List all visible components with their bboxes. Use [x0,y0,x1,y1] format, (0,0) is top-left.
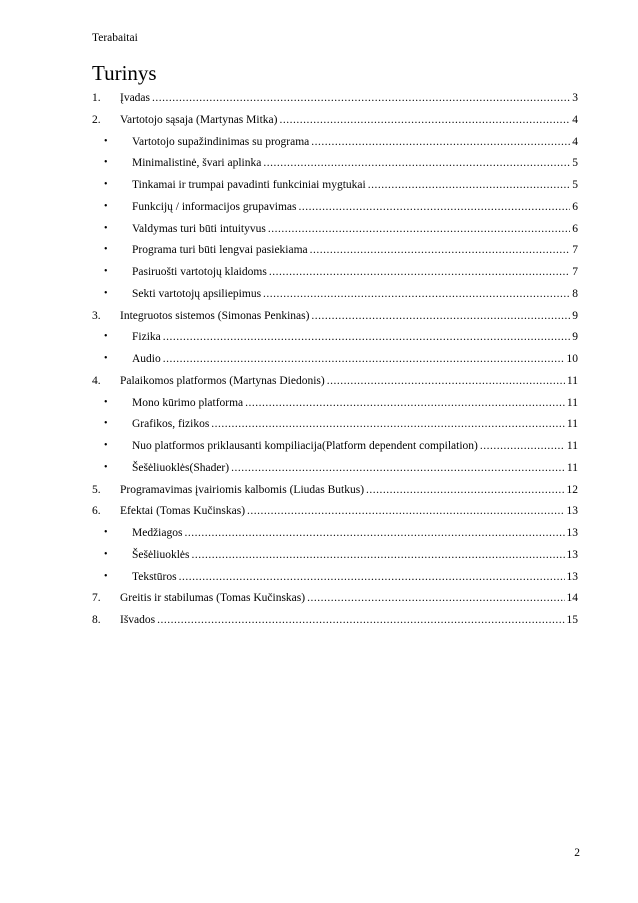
toc-entry-title: Funkcijų / informacijos grupavimas [132,200,297,213]
bullet-marker: • [104,244,108,256]
toc-page-number: 12 [566,483,578,496]
toc-entry-title: Nuo platformos priklausanti kompiliacija(Platform dependent compilation) [132,440,478,452]
dot-leader [480,439,565,453]
bullet-marker: • [104,353,108,364]
dot-leader [231,461,565,475]
section-number: 5. [92,483,101,496]
bullet-marker: • [104,548,108,560]
dot-leader [310,243,571,257]
toc-entry-title: Fizika [132,331,161,344]
dot-leader [152,91,570,105]
toc-entry-title: Šešėliuoklės(Shader) [132,461,230,474]
bullet-marker: • [104,418,108,430]
dot-leader [163,330,571,344]
toc-page-number: 8 [572,287,578,300]
toc-page-number: 14 [566,592,578,605]
toc-entry-title: Medžiagos [132,527,183,539]
bullet-marker: • [104,527,108,538]
toc-entry-title: Sekti vartotojų apsiliepimus [132,287,262,300]
toc-subentry[interactable] [92,220,578,236]
dot-leader [311,135,570,149]
section-number: 1. [92,92,101,104]
document-header-title: Terabaitai [92,32,138,44]
toc-page-number: 11 [566,440,578,452]
toc-page-number: 11 [566,374,578,387]
toc-subentry[interactable] [92,328,578,344]
toc-subentry[interactable] [92,285,578,301]
toc-page-number: 9 [572,309,578,322]
toc-page-number: 13 [566,527,578,539]
toc-subentry[interactable] [92,415,578,431]
toc-entry[interactable] [92,111,578,127]
dot-leader [263,156,570,170]
toc-entry-title: Valdymas turi būti intuityvus [132,222,266,235]
toc-page-number: 11 [566,461,578,474]
toc-page-number: 11 [566,418,578,431]
section-number: 2. [92,113,101,126]
bullet-marker: • [104,200,108,212]
toc-page-number: 13 [566,548,578,561]
toc-subentry[interactable] [92,176,578,192]
toc-page-number: 13 [566,570,578,583]
toc-entry-title: Įvadas [120,92,151,104]
dot-leader [245,396,565,410]
section-number: 4. [92,374,101,387]
toc-subentry[interactable] [92,350,578,366]
section-number: 7. [92,592,101,605]
toc-entry[interactable] [92,372,578,388]
page-number: 2 [574,847,580,859]
toc-page-number: 7 [572,244,578,257]
dot-leader [184,526,564,540]
toc-page-number: 9 [572,331,578,344]
toc-entry-title: Šešėliuoklės [132,548,190,561]
toc-entry-title: Vartotojo sąsaja (Martynas Mitka) [120,113,278,126]
toc-subentry[interactable] [92,524,578,540]
toc-subentry[interactable] [92,437,578,453]
toc-entry-title: Mono kūrimo platforma [132,396,244,409]
dot-leader [299,200,571,214]
bullet-marker: • [104,222,108,234]
toc-subentry[interactable] [92,198,578,214]
bullet-marker: • [104,440,108,451]
section-number: 6. [92,505,101,518]
toc-page-number: 3 [572,92,578,104]
toc-entry-title: Efektai (Tomas Kučinskas) [120,505,246,518]
toc-entry-title: Audio [132,353,161,365]
bullet-marker: • [104,157,108,169]
toc-entry-title: Pasiruošti vartotojų klaidoms [132,266,267,278]
toc-subentry[interactable] [92,154,578,170]
bullet-marker: • [104,570,108,582]
toc-entry-title: Tinkamai ir trumpai pavadinti funkciniai mygtukai [132,179,366,191]
toc-subentry[interactable] [92,459,578,475]
toc-entry-title: Programa turi būti lengvai pasiekiama [132,244,308,257]
toc-entry-title: Vartotojo supažindinimas su programa [132,135,310,148]
toc-subentry[interactable] [92,241,578,257]
toc-entry-title: Palaikomos platformos (Martynas Diedonis) [120,374,325,387]
toc-page-number: 5 [572,157,578,170]
toc-entry-title: Grafikos, fizikos [132,418,210,431]
dot-leader [307,591,564,605]
dot-leader [247,504,564,518]
dot-leader [366,483,564,497]
toc-entry[interactable] [92,502,578,518]
bullet-marker: • [104,266,108,277]
toc-page-number: 5 [572,179,578,191]
toc-page-number: 6 [572,200,578,213]
bullet-marker: • [104,287,108,299]
toc-entry[interactable] [92,481,578,497]
toc-entry-title: Išvados [120,614,156,626]
dot-leader [192,548,565,562]
toc-entry[interactable] [92,611,578,627]
dot-leader [311,309,570,323]
dot-leader [268,222,570,236]
toc-page-number: 4 [572,135,578,148]
toc-entry-title: Integruotos sistemos (Simonas Penkinas) [120,309,310,322]
toc-page-number: 4 [572,113,578,126]
toc-subentry[interactable] [92,546,578,562]
toc-page-number: 7 [572,266,578,278]
toc-page-number: 13 [566,505,578,518]
dot-leader [211,417,565,431]
toc-entry[interactable] [92,307,578,323]
toc-page-number: 15 [566,614,578,626]
toc-entry-title: Programavimas įvairiomis kalbomis (Liudas Butkus) [120,483,365,496]
dot-leader [263,287,570,301]
toc-page-number: 6 [572,222,578,235]
toc-page-number: 11 [566,396,578,409]
dot-leader [327,374,565,388]
bullet-marker: • [104,461,108,473]
dot-leader [163,352,565,366]
dot-leader [279,113,570,127]
bullet-marker: • [104,179,108,190]
bullet-marker: • [104,396,108,408]
toc-subentry[interactable] [92,394,578,410]
toc-entry-title: Minimalistinė, švari aplinka [132,157,262,170]
toc-subentry[interactable] [92,568,578,584]
section-number: 3. [92,309,101,322]
toc-subentry[interactable] [92,263,578,279]
dot-leader [179,570,565,584]
bullet-marker: • [104,331,108,343]
toc-page-number: 10 [566,353,578,365]
toc-heading: Turinys [92,61,157,85]
toc-entry-title: Greitis ir stabilumas (Tomas Kučinskas) [120,592,306,605]
toc-entry[interactable] [92,89,578,105]
toc-entry[interactable] [92,589,578,605]
toc-subentry[interactable] [92,133,578,149]
dot-leader [157,613,564,627]
bullet-marker: • [104,135,108,147]
dot-leader [269,265,570,279]
toc-entry-title: Tekstūros [132,570,177,583]
dot-leader [368,178,571,192]
section-number: 8. [92,614,101,626]
